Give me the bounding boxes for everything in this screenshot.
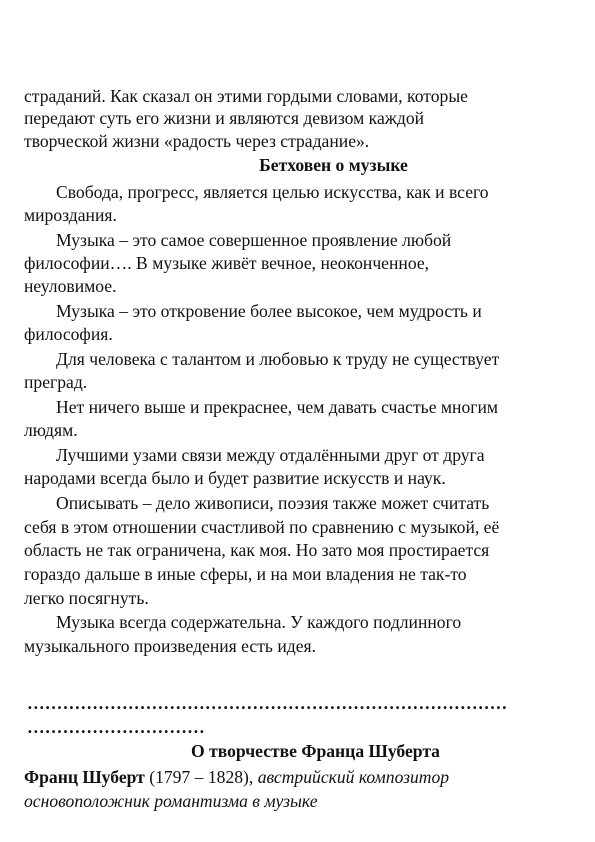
composer-description: основоположник романтизма в музыке: [24, 791, 318, 811]
dotted-separator: ………………………………………………………………………: [27, 693, 508, 713]
quote-line: Музыка – это откровение более высокое, чем мудрость и: [56, 301, 482, 321]
intro-line: творческой жизни «радость через страдание».: [24, 131, 370, 151]
quote-line: философия.: [24, 324, 113, 344]
quote-line: область не так ограничена, как моя. Но зато моя простирается: [24, 540, 490, 560]
intro-line: передают суть его жизни и являются девизом каждой: [24, 108, 425, 128]
quote-line: легко посягнуть.: [24, 588, 149, 608]
quote-line: Для человека с талантом и любовью к труду не существует: [56, 349, 500, 369]
schubert-heading: О творчестве Франца Шуберта: [191, 741, 440, 761]
quote-line: Музыка всегда содержательна. У каждого подлинного: [56, 612, 462, 632]
intro-line: страданий. Как сказал он этими гордыми словами, которые: [24, 86, 468, 106]
quote-line: Лучшими узами связи между отдалёнными друг от друга: [56, 445, 485, 465]
quote-line: Музыка – это самое совершенное проявление любой: [56, 230, 452, 250]
quote-line: преград.: [24, 372, 88, 392]
section-heading: Бетховен о музыке: [259, 155, 408, 175]
composer-years: (1797 – 1828),: [144, 767, 258, 787]
quote-line: людям.: [24, 420, 78, 440]
quote-line: Нет ничего выше и прекраснее, чем давать счастье многим: [56, 397, 499, 417]
quote-line: мироздания.: [24, 205, 117, 225]
quote-line: неуловимое.: [24, 276, 117, 296]
schubert-intro-line: [24, 766, 449, 788]
quote-line: Описывать – дело живописи, поэзия также может считать: [56, 493, 490, 513]
quote-line: философии…. В музыке живёт вечное, неоконченное,: [24, 253, 430, 273]
quote-line: Свобода, прогресс, является целью искусства, как и всего: [56, 182, 489, 202]
quote-line: себя в этом отношении счастливой по сравнению с музыкой, её: [24, 517, 500, 537]
quote-line: народами всегда было и будет развитие искусств и наук.: [24, 468, 446, 488]
composer-name: Франц Шуберт: [24, 767, 145, 787]
composer-description: австрийский композитор: [257, 767, 450, 787]
dotted-separator: …………………………: [27, 717, 205, 737]
quote-line: гораздо дальше в иные сферы, и на мои владения не так-то: [24, 564, 467, 584]
quote-line: музыкального произведения есть идея.: [24, 636, 317, 656]
